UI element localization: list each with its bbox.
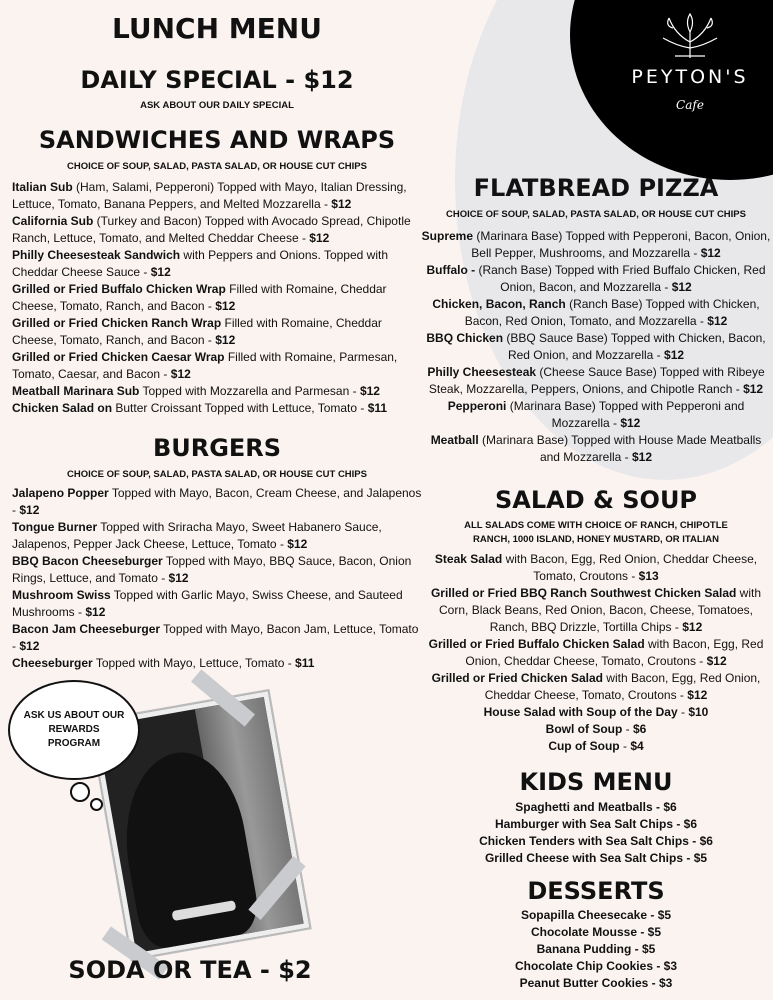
- daily-special-note: ASK ABOUT OUR DAILY SPECIAL: [140, 100, 294, 111]
- list-item: Spaghetti and Meatballs - $6: [515, 800, 677, 814]
- list-item: Chicken Tenders with Sea Salt Chips - $6: [479, 834, 713, 848]
- salad-choice-line2: RANCH, 1000 ISLAND, HONEY MUSTARD, OR ITALIAN: [473, 534, 719, 545]
- list-item: Steak Salad with Bacon, Egg, Red Onion, Cheddar Cheese, Tomato, Croutons - $13: [434, 552, 758, 583]
- list-item: Cheeseburger Topped with Mayo, Lettuce, Tomato - $11: [12, 656, 315, 670]
- flatbread-choice: CHOICE OF SOUP, SALAD, PASTA SALAD, OR HOUSE CUT CHIPS: [446, 209, 746, 220]
- salad-choice-line1: ALL SALADS COME WITH CHOICE OF RANCH, CHIPOTLE: [464, 520, 728, 531]
- daily-special-title: DAILY SPECIAL - $12: [80, 66, 354, 94]
- list-item: California Sub (Turkey and Bacon) Topped with Avocado Spread, Chipotle Ranch, Lettuce, Tomato, and Melted Cheddar Cheese - $12: [12, 214, 411, 245]
- burgers-list: [12, 485, 424, 672]
- soda-tea-price: SODA OR TEA - $2: [68, 956, 312, 984]
- list-item: Grilled or Fried Chicken Ranch Wrap Filled with Romaine, Cheddar Cheese, Tomato, Ranch, and Bacon - $12: [12, 316, 382, 347]
- burgers-title: BURGERS: [152, 434, 282, 462]
- list-item: Grilled or Fried Buffalo Chicken Wrap Filled with Romaine, Cheddar Cheese, Tomato, Ranch, and Bacon - $12: [12, 282, 387, 313]
- list-item: Buffalo - (Ranch Base) Topped with Fried Buffalo Chicken, Red Onion, Bacon, and Mozzarella - $12: [426, 263, 766, 294]
- list-item: Grilled or Fried Buffalo Chicken Salad with Bacon, Egg, Red Onion, Cheddar Cheese, Tomato, Croutons - $12: [428, 637, 764, 668]
- list-item: Bowl of Soup - $6: [545, 722, 647, 736]
- cafe-logo: [605, 10, 773, 130]
- salad-soup-title: SALAD & SOUP: [494, 486, 698, 514]
- salad-list: [420, 551, 772, 755]
- sandwiches-title: SANDWICHES AND WRAPS: [38, 126, 396, 154]
- list-item: BBQ Chicken (BBQ Sauce Base) Topped with Chicken, Bacon, Red Onion, and Mozzarella - $12: [426, 331, 766, 362]
- rewards-text: ASK US ABOUT OUR REWARDS PROGRAM: [23, 710, 125, 749]
- kids-list: [420, 799, 772, 867]
- list-item: Banana Pudding - $5: [536, 942, 656, 956]
- list-item: Mushroom Swiss Topped with Garlic Mayo, Swiss Cheese, and Sauteed Mushrooms - $12: [12, 588, 403, 619]
- sandwiches-list: [12, 179, 424, 417]
- flatbread-title: FLATBREAD PIZZA: [473, 174, 719, 202]
- list-item: Pepperoni (Marinara Base) Topped with Pepperoni and Mozzarella - $12: [447, 399, 745, 430]
- list-item: Meatball Marinara Sub Topped with Mozzarella and Parmesan - $12: [12, 384, 380, 398]
- list-item: Jalapeno Popper Topped with Mayo, Bacon, Cream Cheese, and Jalapenos - $12: [12, 486, 422, 517]
- list-item: Sopapilla Cheesecake - $5: [520, 908, 672, 922]
- flower-icon: [655, 12, 725, 60]
- logo-script: Cafe: [676, 98, 704, 112]
- desserts-list: [420, 907, 772, 992]
- list-item: Cup of Soup - $4: [548, 739, 644, 753]
- desserts-title: DESSERTS: [527, 877, 665, 905]
- list-item: Philly Cheesesteak Sandwich with Peppers and Onions. Topped with Cheddar Cheese Sauce - $12: [12, 248, 388, 279]
- list-item: Chocolate Mousse - $5: [530, 925, 662, 939]
- thought-dot: [70, 782, 90, 802]
- list-item: Grilled or Fried Chicken Caesar Wrap Filled with Romaine, Parmesan, Tomato, Caesar, and Bacon - $12: [12, 350, 398, 381]
- kids-menu-title: KIDS MENU: [519, 768, 673, 796]
- list-item: Grilled or Fried Chicken Salad with Bacon, Egg, Red Onion, Cheddar Cheese, Tomato, Croutons - $12: [431, 671, 761, 702]
- rewards-thought-bubble: [8, 680, 140, 780]
- burgers-choice: CHOICE OF SOUP, SALAD, PASTA SALAD, OR HOUSE CUT CHIPS: [67, 469, 367, 480]
- list-item: BBQ Bacon Cheeseburger Topped with Mayo, BBQ Sauce, Bacon, Onion Rings, Lettuce, and Tomato - $12: [12, 554, 412, 585]
- dog-collar: [172, 900, 237, 921]
- page-title: LUNCH MENU: [112, 12, 322, 45]
- sandwiches-choice: CHOICE OF SOUP, SALAD, PASTA SALAD, OR HOUSE CUT CHIPS: [67, 161, 367, 172]
- list-item: Grilled or Fried BBQ Ranch Southwest Chicken Salad with Corn, Black Beans, Red Onion, Bacon, Cheese, Tomatoes, Ranch, BBQ Drizzle, Tortilla Chips - $12: [430, 586, 762, 634]
- thought-dot: [90, 798, 103, 811]
- list-item: Hamburger with Sea Salt Chips - $6: [494, 817, 698, 831]
- list-item: Meatball (Marinara Base) Topped with House Made Meatballs and Mozzarella - $12: [430, 433, 762, 464]
- list-item: Tongue Burner Topped with Sriracha Mayo, Sweet Habanero Sauce, Jalapenos, Pepper Jack Cheese, Lettuce, Tomato - $12: [12, 520, 382, 551]
- list-item: Chicken, Bacon, Ranch (Ranch Base) Topped with Chicken, Bacon, Red Onion, Tomato, and Mozzarella - $12: [432, 297, 760, 328]
- list-item: Peanut Butter Cookies - $3: [519, 976, 673, 990]
- list-item: Italian Sub (Ham, Salami, Pepperoni) Topped with Mayo, Italian Dressing, Lettuce, Tomato, Banana Peppers, and Melted Mozzarella - $12: [12, 180, 407, 211]
- list-item: Chocolate Chip Cookies - $3: [514, 959, 678, 973]
- list-item: House Salad with Soup of the Day - $10: [483, 705, 709, 719]
- list-item: Grilled Cheese with Sea Salt Chips - $5: [484, 851, 708, 865]
- list-item: Chicken Salad on Butter Croissant Topped with Lettuce, Tomato - $11: [12, 401, 388, 415]
- list-item: Supreme (Marinara Base) Topped with Pepperoni, Bacon, Onion, Bell Pepper, Mushrooms, and Mozzarella - $12: [421, 229, 771, 260]
- list-item: Philly Cheesesteak (Cheese Sauce Base) Topped with Ribeye Steak, Mozzarella, Peppers, Onions, and Chipotle Ranch - $12: [427, 365, 765, 396]
- list-item: Bacon Jam Cheeseburger Topped with Mayo, Bacon Jam, Lettuce, Tomato - $12: [12, 622, 419, 653]
- flatbread-list: [420, 228, 772, 466]
- logo-name: PEYTON'S: [631, 66, 749, 88]
